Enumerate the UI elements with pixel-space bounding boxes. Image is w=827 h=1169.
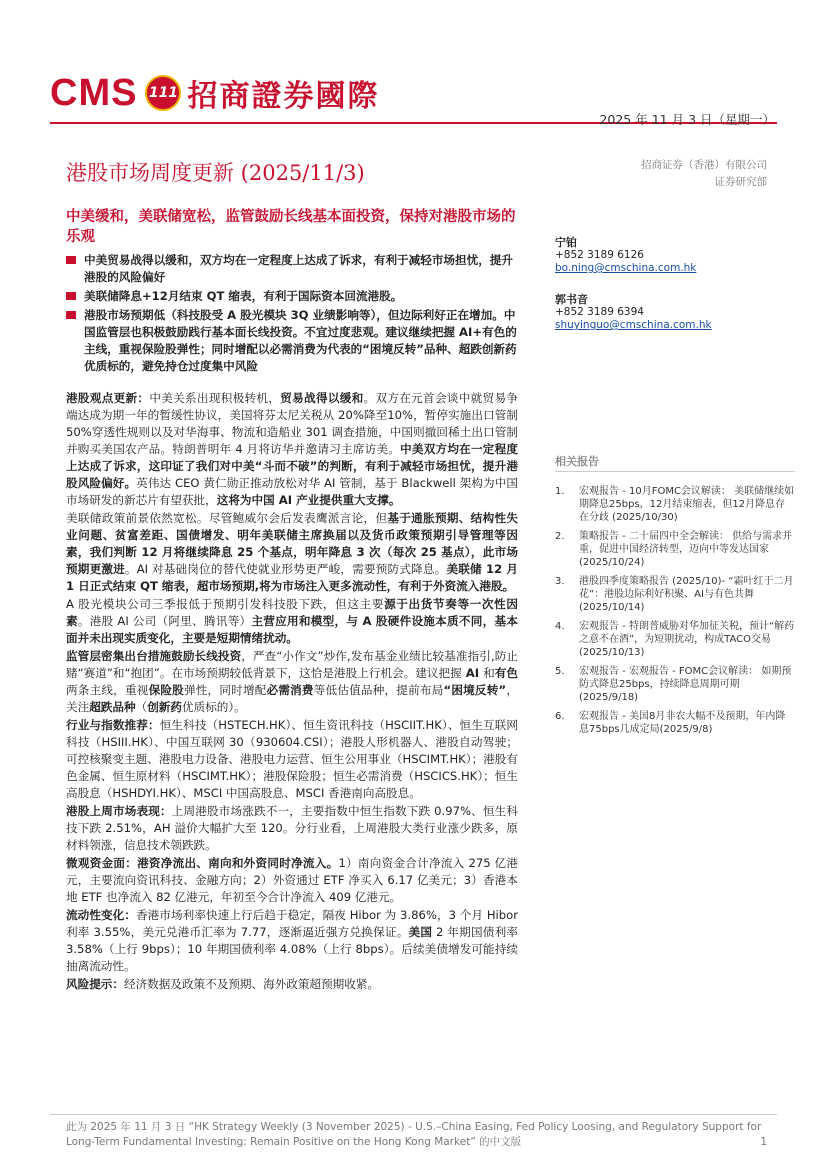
paragraph-fund-flows: 微观资金面：港资净流出、南向和外资同时净流入。1）南向资金合计净流入 275 亿港元，主要流向资讯科技、金融方向；2）外资通过 ETF 净买入 6.17 亿美元；3）香港本地 ETF 也净流入 82 亿港元，年初至今合计净流入 409 亿港元。 xyxy=(66,856,518,904)
list-item: 3. 港股四季度策略报告 (2025/10)- “霜叶红于二月花”：港股边际利好积聚、AI与有色共舞 (2025/10/14) xyxy=(555,576,794,613)
paragraph-risks: 风险提示：经济数据及政策不及预期、海外政策超预期收紧。 xyxy=(66,977,380,991)
related-reports-heading: 相关报告 xyxy=(555,455,599,468)
analyst-name: 郭书音 xyxy=(555,293,588,306)
analyst-card xyxy=(555,236,785,275)
list-item: 6. 宏观报告 - 美国8月非农大幅不及预期，年内降息75bps几成定局(2025/9/8) xyxy=(555,711,786,735)
headline: 中美缓和，美联储宽松，监管鼓励长线基本面投资，保持对港股市场的乐观 xyxy=(66,208,516,245)
paragraph-ai-stocks: A 股光模块公司三季报低于预期引发科技股下跌，但这主要源于出货节奏等一次性因素。港股 AI 公司（阿里、腾讯等）主营应用和模型，与 A 股硬件设施本质不同，基本面并未出现实质变化，主要是短期情绪扰动。 xyxy=(66,597,518,645)
footer-divider xyxy=(50,1114,777,1115)
analyst-phone: +852 3189 6126 xyxy=(555,249,644,261)
analyst-contacts xyxy=(555,236,785,350)
analyst-phone: +852 3189 6394 xyxy=(555,306,644,318)
page-number: 1 xyxy=(760,1136,767,1148)
list-item: 1. 宏观报告 - 10月FOMC会议解读： 美联储继续如期降息25bps，12月结束缩表，但12月降息存在分歧 (2025/10/30) xyxy=(555,486,795,523)
bullet-square-icon xyxy=(66,256,76,264)
paragraph-view-update: 港股观点更新：中美关系出现积极转机，贸易战得以缓和。双方在元首会谈中就贸易争端达成为期一年的暂缓性协议，美国将芬太尼关税从 20%降至10%，暂停实施出口管制50%穿透性规则以及对华海事、物流和造船业 301 调查措施，中国则撤回稀土出口管制并购买美国农产品。特朗普明年 4 月将访华并邀请习主席访美。中美双方均在一定程度上达成了诉求，这印证了我们对中美“斗而不破”的判断，有利于减轻市场担忧，提升港股风险偏好。英伟达 CEO 黄仁勋正推动放松对华 AI 管制，基于 Blackwell 架构为中国市场研发的新芯片有望获批，这将为中国 AI 产业提供重大支撑。 xyxy=(66,391,518,507)
analyst-email-link[interactable]: shuyinguo@cmschina.com.hk xyxy=(555,319,712,331)
list-item: 4. 宏观报告 - 特朗普威胁对华加征关税，预计“解药之意不在酒”，为短期扰动，构成TACO交易 (2025/10/13) xyxy=(555,621,795,658)
company-info xyxy=(567,157,767,191)
report-title: 港股市场周度更新 (2025/11/3) xyxy=(66,161,365,185)
key-points xyxy=(66,252,518,377)
report-body xyxy=(66,390,518,994)
bullet-square-icon xyxy=(66,311,76,319)
analyst-name: 宁铂 xyxy=(555,236,577,249)
company-logo xyxy=(50,68,379,118)
paragraph-recommendations: 行业与指数推荐：恒生科技（HSTECH.HK）、恒生资讯科技（HSCIIT.HK）、恒生互联网科技（HSIII.HK）、中国互联网 30（930604.CSI）；港股人形机器人、港股自动驾驶；可控核聚变主题、港股电力设备、港股电力运营、恒生公用事业（HSCIMT.HK）；港股有色金属、恒生原材料（HSCIMT.HK）；港股保险股；恒生必需消费（HSCICS.HK）；恒生高股息（HSHDYI.HK）、MSCI 中国高股息、MSCI 香港南向高股息。 xyxy=(66,718,518,800)
footer-note: 此为 2025 年 11 月 3 日 “HK Strategy Weekly (3 November 2025) - U.S.–China Easing, Fed Policy Loosing, and Regulatory Support for Long-Term Fundamental Investing: Remain Positive on the Hong Kong Market” 的中文版 xyxy=(66,1121,762,1148)
analyst-email-link[interactable]: bo.ning@cmschina.com.hk xyxy=(555,262,697,274)
related-list xyxy=(555,485,795,736)
logo-badge-icon: 111 xyxy=(145,75,181,111)
analyst-card xyxy=(555,293,785,332)
list-item: 2. 策略报告 - 二十届四中全会解读： 供给与需求并重，促进中国经济转型，迈向中等发达国家 (2025/10/24) xyxy=(555,531,793,568)
paragraph-liquidity: 流动性变化：香港市场利率快速上行后趋于稳定，隔夜 Hibor 为 3.86%，3 个月 Hibor 利率 3.55%，美元兑港币汇率为 7.77，逐渐逼近强方兑换保证。美国 2 年期国债利率 3.58%（上行 9bps）；10 年期国债利率 4.08%（上行 8bps）。后续美债增发可能持续抽离流动性。 xyxy=(66,908,518,973)
key-point: 中美贸易战得以缓和，双方均在一定程度上达成了诉求，有利于减轻市场担忧，提升港股的风险偏好 xyxy=(66,252,518,286)
bullet-square-icon xyxy=(66,292,76,300)
paragraph-market-performance: 港股上周市场表现：上周港股市场涨跌不一，主要指数中恒生指数下跌 0.97%、恒生科技下跌 2.51%，AH 溢价大幅扩大至 120。分行业看，上周港股大类行业涨少跌多，原材料领涨，信息技术领跌跌。 xyxy=(66,804,518,852)
related-divider xyxy=(555,471,795,472)
report-date: 2025 年 11 月 3 日（星期一） xyxy=(599,112,775,127)
paragraph-regulation: 监管层密集出台措施鼓励长线投资，严查“小作文”炒作,发布基金业绩比较基准指引,防止赌“赛道”和“抱团”。在市场预期较低背景下，这恰是港股上行机会。建议把握 AI 和有色两条主线，重视保险股弹性，同时增配必需消费等低估值品种，提前布局“困境反转”，关注超跌品种（创新药优质标的）。 xyxy=(66,649,518,714)
list-item: 5. 宏观报告 - 宏观报告 - FOMC会议解读： 如期预防式降息25bps，持续降息周期可期 (2025/9/18) xyxy=(555,666,792,703)
key-point: 美联储降息+12月结束 QT 缩表，有利于国际资本回流港股。 xyxy=(66,288,518,305)
department-name: 证券研究部 xyxy=(714,176,767,188)
key-point: 港股市场预期低（科技股受 A 股光模块 3Q 业绩影响等），但边际利好正在增加。中国监管层也积极鼓励践行基本面长线投资。不宜过度悲观。建议继续把握 AI+有色的主线，重视保险股弹性；同时增配以必需消费为代表的“困境反转”品种、超跌创新药优质标的，避免持仓过度集中风险 xyxy=(66,307,518,375)
related-reports xyxy=(555,453,795,742)
paragraph-fed-policy: 美联储政策前景依然宽松。尽管鲍威尔会后发表鹰派言论，但基于通胀预期、结构性失业问题、贫富差距、国债增发、明年美联储主席换届以及货币政策预期引导管理等因素，我们判断 12 月将继续降息 25 个基点，明年降息 3 次（每次 25 基点），此市场预期更激进。AI 对基础岗位的替代使就业形势更严峻，需要预防式降息。美联储 12 月 1 日正式结束 QT 缩表，超市场预期,将为市场注入更多流动性，有利于外资流入港股。 xyxy=(66,511,518,593)
company-name: 招商证券（香港）有限公司 xyxy=(641,159,767,171)
logo-cms-text: CMS xyxy=(50,71,138,114)
logo-chinese-name: 招商證券國際 xyxy=(187,79,380,114)
